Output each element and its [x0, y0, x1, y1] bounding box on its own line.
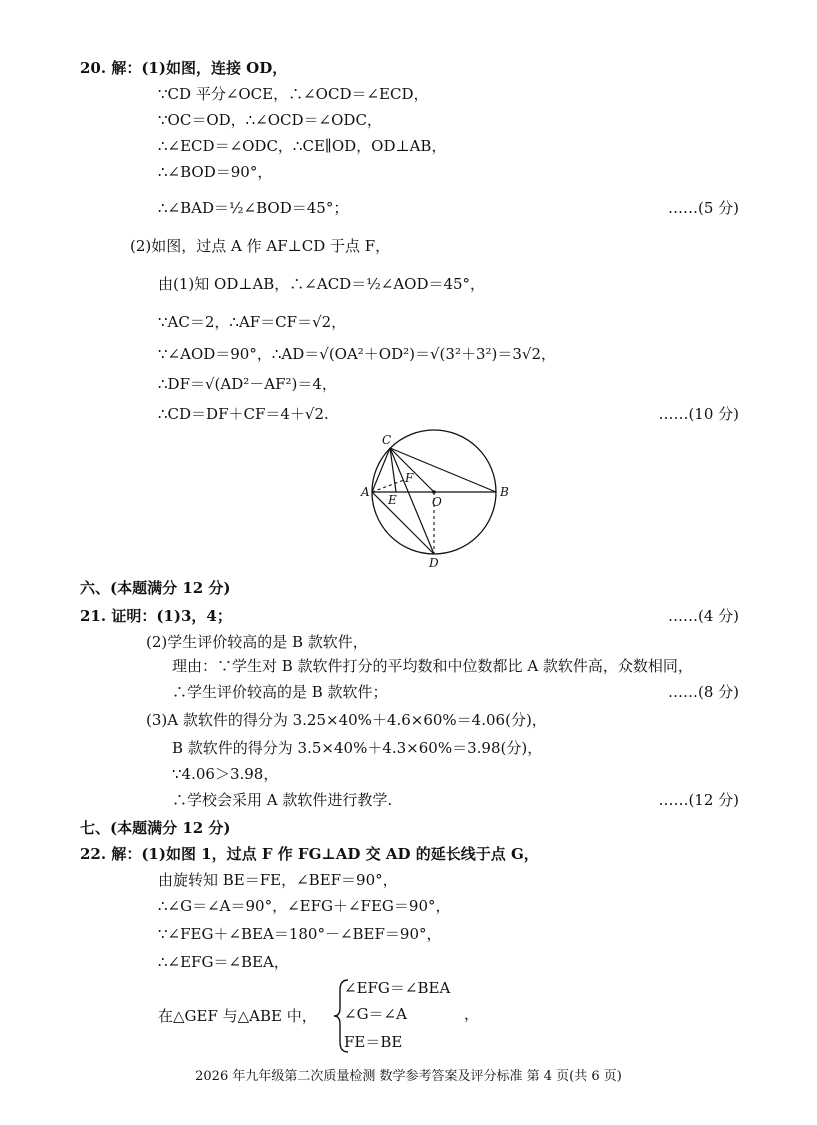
segment-ca: [372, 448, 390, 492]
system-eq-2: ∠G＝∠A: [344, 1005, 407, 1023]
q20-line-5: ∴∠BAD＝½∠BOD＝45°；: [158, 199, 349, 217]
section-6-heading: 六、(本题满分 12 分): [80, 579, 231, 597]
q20-part2-line-4: ∴DF＝√(AD²－AF²)＝4，: [158, 375, 337, 393]
q20-line-3: ∴∠ECD＝∠ODC，∴CE∥OD，OD⊥AB，: [158, 137, 447, 155]
q20-part2-line-1: 由(1)知 OD⊥AB，∴∠ACD＝½∠AOD＝45°，: [158, 275, 486, 293]
q20-score-1: ……(5 分): [667, 199, 739, 217]
q22-line-5: 在△GEF 与△ABE 中，: [158, 1007, 317, 1025]
q21-part3-heading: (3)A 款软件的得分为 3.25×40%＋4.6×60%＝4.06(分)，: [146, 711, 547, 729]
q21-score-3: ……(12 分): [658, 791, 739, 809]
q20-line-2: ∵OC＝OD，∴∠OCD＝∠ODC，: [158, 111, 382, 129]
q20-line-1: ∵CD 平分∠OCE，∴∠OCD＝∠ECD，: [158, 85, 429, 103]
center-point-o: [432, 490, 436, 494]
page-footer: 2026 年九年级第二次质量检测 数学参考答案及评分标准 第 4 页(共 6 页): [195, 1069, 622, 1084]
circle-geometry-figure: [352, 424, 522, 570]
q20-part2-line-2: ∵AC＝2，∴AF＝CF＝√2，: [158, 313, 347, 331]
system-eq-1: ∠EFG＝∠BEA: [344, 979, 451, 997]
system-eq-3: FE＝BE: [344, 1033, 403, 1051]
q21-score-1: ……(4 分): [667, 607, 739, 625]
q20-score-2: ……(10 分): [658, 405, 739, 423]
label-b: B: [500, 485, 509, 499]
q21-part3-line-1: B 款软件的得分为 3.5×40%＋4.3×60%＝3.98(分)，: [172, 739, 543, 757]
q20-part2-line-3: ∵∠AOD＝90°，∴AD＝√(OA²＋OD²)＝√(3²＋3²)＝3√2，: [158, 345, 557, 363]
label-c: C: [382, 433, 392, 447]
q22-line-3: ∵∠FEG＋∠BEA＝180°－∠BEF＝90°，: [158, 925, 442, 943]
q20-line-4: ∴∠BOD＝90°，: [158, 163, 273, 181]
label-e: E: [388, 493, 397, 507]
q20-part2-line-5: ∴CD＝DF＋CF＝4＋√2.: [158, 405, 329, 423]
q21-part2-line-2: ∴学生评价较高的是 B 款软件；: [172, 683, 388, 701]
q21-part3-line-3: ∴学校会采用 A 款软件进行教学.: [172, 791, 393, 809]
q21-heading: 21. 证明：(1)3，4；: [80, 607, 232, 625]
q22-heading: 22. 解：(1)如图 1，过点 F 作 FG⊥AD 交 AD 的延长线于点 G，: [80, 845, 539, 863]
q21-part2-line-1: 理由：∵学生对 B 款软件打分的平均数和中位数都比 A 款软件高，众数相同，: [172, 657, 693, 675]
q21-part3-line-2: ∵4.06＞3.98，: [172, 765, 279, 783]
segment-ad: [372, 492, 434, 554]
q22-line-1: 由旋转知 BE＝FE，∠BEF＝90°，: [158, 871, 398, 889]
label-a: A: [361, 485, 370, 499]
q20-heading: 20. 解：(1)如图，连接 OD，: [80, 59, 288, 77]
q21-score-2: ……(8 分): [667, 683, 739, 701]
q22-line-2: ∴∠G＝∠A＝90°，∠EFG＋∠FEG＝90°，: [158, 897, 451, 915]
system-tail: ，: [464, 1005, 480, 1023]
segment-co: [390, 448, 434, 492]
q21-part2-heading: (2)学生评价较高的是 B 款软件，: [146, 633, 368, 651]
q20-part2-heading: (2)如图，过点 A 作 AF⊥CD 于点 F，: [130, 237, 391, 255]
section-7-heading: 七、(本题满分 12 分): [80, 819, 231, 837]
label-o: O: [432, 495, 442, 509]
label-d: D: [429, 556, 439, 570]
q22-line-4: ∴∠EFG＝∠BEA，: [158, 953, 289, 971]
label-f: F: [405, 471, 414, 485]
